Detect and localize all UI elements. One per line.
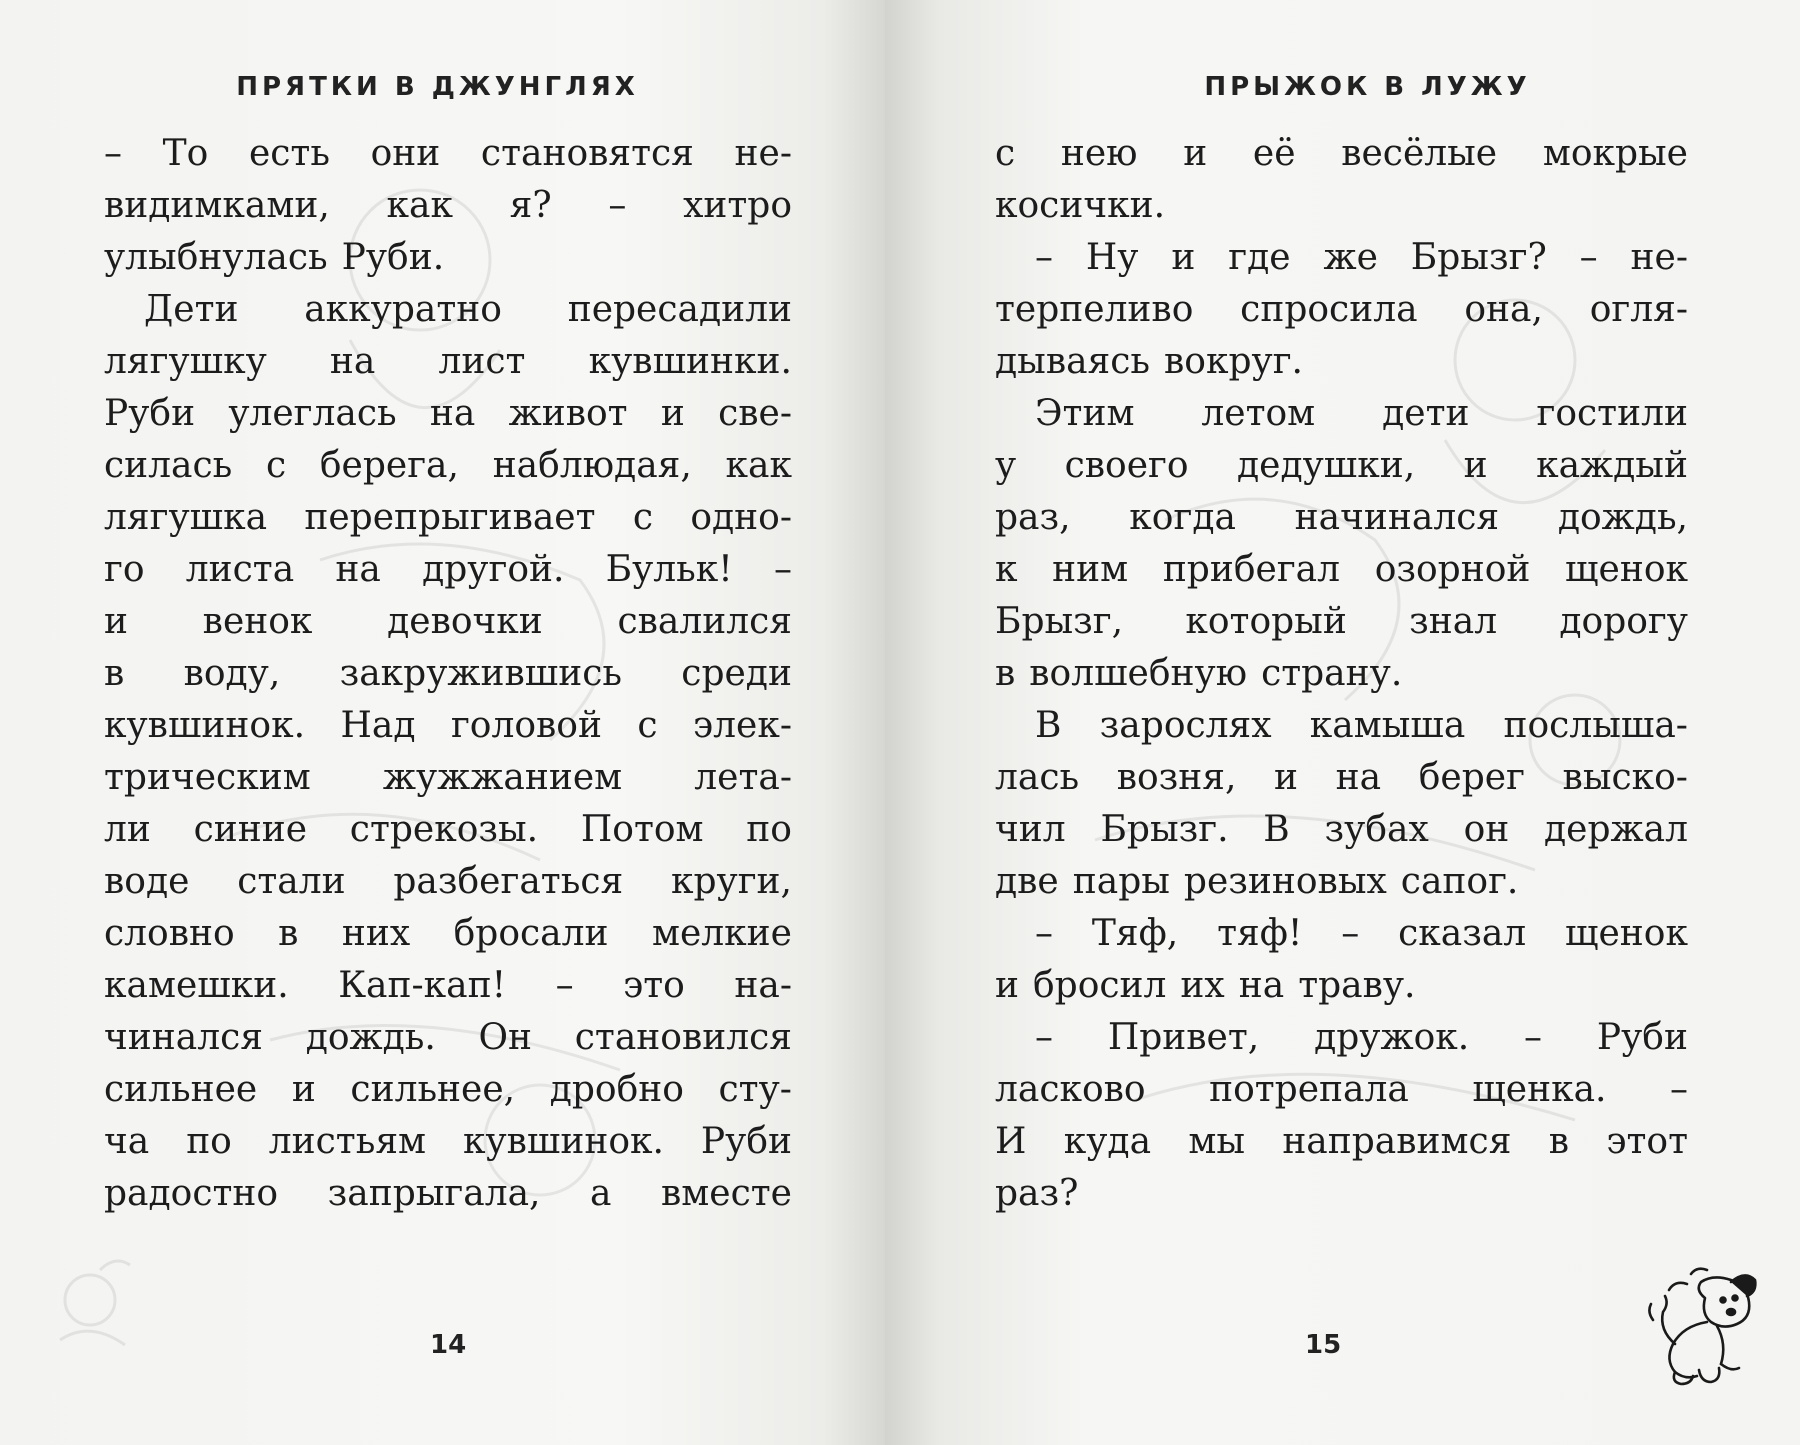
right-text-line: раз, когда начинался дождь, bbox=[995, 497, 1688, 538]
left-text-line: – То есть они становятся не- bbox=[104, 133, 792, 174]
right-text-line: И куда мы направимся в этот bbox=[995, 1121, 1688, 1162]
left-text-line: улыбнулась Руби. bbox=[104, 237, 445, 278]
right-page-number: 15 bbox=[1305, 1330, 1342, 1360]
left-text-line: силась с берега, наблюдая, как bbox=[104, 445, 792, 486]
right-text-line: ласково потрепала щенка. – bbox=[995, 1069, 1688, 1110]
right-text-line: В зарослях камыша послыша- bbox=[1035, 705, 1688, 746]
left-page-number: 14 bbox=[430, 1330, 467, 1360]
right-text-line: чил Брызг. В зубах он держал bbox=[995, 809, 1688, 850]
right-text-line: Брызг, который знал дорогу bbox=[995, 601, 1688, 642]
right-page bbox=[885, 0, 1800, 1445]
left-text-line: сильнее и сильнее, дробно сту- bbox=[104, 1069, 792, 1110]
left-body-text bbox=[104, 128, 792, 1220]
left-page bbox=[0, 0, 885, 1445]
left-text-line: в воду, закружившись среди bbox=[104, 653, 792, 694]
right-text-line: дываясь вокруг. bbox=[995, 341, 1304, 382]
left-text-line: Руби улеглась на живот и све- bbox=[104, 393, 792, 434]
left-text-line: словно в них бросали мелкие bbox=[104, 913, 792, 954]
left-text-line: камешки. Кап-кап! – это на- bbox=[104, 965, 792, 1006]
right-text-line: терпеливо спросила она, огля- bbox=[995, 289, 1688, 330]
left-text-line: лягушка перепрыгивает с одно- bbox=[104, 497, 792, 538]
right-text-line: – Тяф, тяф! – сказал щенок bbox=[1035, 913, 1688, 954]
left-text-line: трическим жужжанием лета- bbox=[104, 757, 792, 798]
right-body-text bbox=[995, 128, 1688, 1220]
left-text-line: и венок девочки свалился bbox=[104, 601, 792, 642]
right-text-line: Этим летом дети гостили bbox=[1035, 393, 1688, 434]
left-text-line: радостно запрыгала, а вместе bbox=[104, 1173, 792, 1214]
right-running-head: ПРЫЖОК В ЛУЖУ bbox=[1204, 72, 1531, 102]
right-text-line: в волшебную страну. bbox=[995, 653, 1403, 694]
right-text-line: к ним прибегал озорной щенок bbox=[995, 549, 1688, 590]
left-text-line: ли синие стрекозы. Потом по bbox=[104, 809, 792, 850]
left-text-line: кувшинок. Над головой с элек- bbox=[104, 705, 792, 746]
left-text-line: лягушку на лист кувшинки. bbox=[104, 341, 792, 382]
show-through-dog-left-icon bbox=[30, 1250, 150, 1370]
right-text-line: косички. bbox=[995, 185, 1166, 226]
left-text-line: ча по листьям кувшинок. Руби bbox=[104, 1121, 792, 1162]
left-running-head: ПРЯТКИ В ДЖУНГЛЯХ bbox=[236, 72, 639, 102]
right-text-line: раз? bbox=[995, 1173, 1079, 1214]
right-text-line: лась возня, и на берег выско- bbox=[995, 757, 1688, 798]
right-text-line: две пары резиновых сапог. bbox=[995, 861, 1519, 902]
right-text-line: и бросил их на траву. bbox=[995, 965, 1416, 1006]
right-text-line: у своего дедушки, и каждый bbox=[995, 445, 1688, 486]
right-text-line: с нею и её весёлые мокрые bbox=[995, 133, 1688, 174]
left-text-line: чинался дождь. Он становился bbox=[104, 1017, 792, 1058]
left-text-line: видимками, как я? – хитро bbox=[104, 185, 792, 226]
left-text-line: воде стали разбегаться круги, bbox=[104, 861, 792, 902]
left-text-line: Дети аккуратно пересадили bbox=[144, 289, 792, 330]
puppy-illustration-icon bbox=[1635, 1260, 1775, 1390]
right-text-line: – Привет, дружок. – Руби bbox=[1035, 1017, 1688, 1058]
left-text-line: го листа на другой. Бульк! – bbox=[104, 549, 792, 590]
right-text-line: – Ну и где же Брызг? – не- bbox=[1035, 237, 1688, 278]
